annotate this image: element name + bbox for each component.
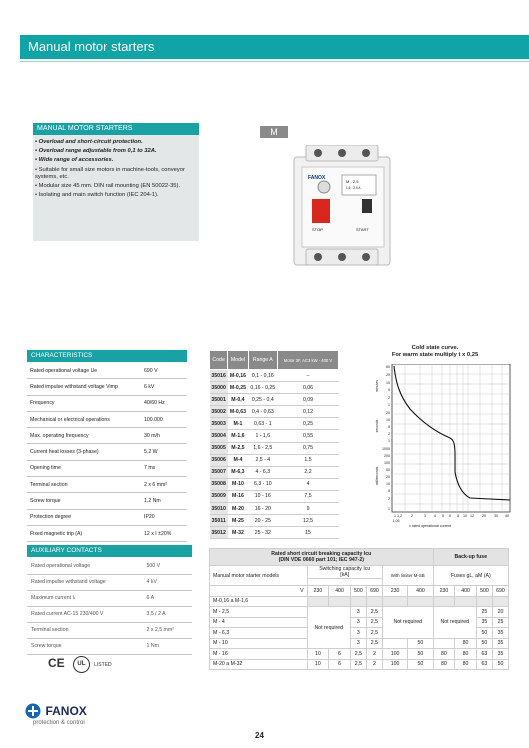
characteristics-heading: CHARACTERISTICS	[27, 350, 187, 362]
y-tick-label: 20	[386, 373, 390, 377]
product-image	[288, 145, 398, 271]
column-header: Range A	[248, 351, 277, 370]
table-row: 35000 M-0,25 0,16 - 0,25 0,06	[210, 382, 339, 394]
y-tick-label: 20	[386, 475, 390, 479]
table-row: Current heat losses (3-phase) 5,2 W	[27, 444, 187, 460]
aux-contacts-table	[27, 558, 192, 655]
y-tick-label: 1	[388, 439, 390, 443]
table-row: Fixed magnetic trip (A) 12 x I ±20%	[27, 525, 187, 541]
column-header: Model	[228, 351, 248, 370]
table-row: M-0,16 a M-1,6	[210, 596, 509, 607]
ce-mark: CE	[48, 656, 65, 670]
model-codes-table	[209, 350, 339, 539]
table-row: Rated current AC-15 230/400 V 3,5 / 2 A	[27, 606, 192, 622]
not-required-cell: Not required	[433, 607, 476, 639]
y-tick-label: 200	[384, 454, 390, 458]
table-row: 35002 M-0,63 0,4 - 0,63 0,12	[210, 406, 339, 418]
x-axis-title: x rated operational current	[409, 524, 451, 528]
x-tick-label: 8	[457, 514, 459, 518]
y-tick-label: 10	[386, 418, 390, 422]
y-tick-label: 2	[388, 497, 390, 501]
table-row: 35004 M-1,6 1 - 1,6 0,55	[210, 430, 339, 442]
table-row: 35003 M-1 0,63 - 1 0,25	[210, 418, 339, 430]
features-list	[35, 139, 195, 201]
header-divider	[20, 61, 529, 62]
feature-item: • Wide range of accessories.	[35, 157, 114, 164]
x-tick-label: 5	[442, 514, 444, 518]
y-axis-title-minutes: minutes	[375, 380, 379, 392]
x-tick-label: 20	[482, 514, 486, 518]
x-tick-label: 2	[411, 514, 413, 518]
table-row: Protection degree IP20	[27, 509, 187, 525]
table-row: 35012 M-32 25 - 32 15	[210, 527, 339, 539]
table-row: M - 6,3 3 2,5 50 35	[210, 628, 509, 639]
product-model: M - 2,5	[346, 179, 359, 184]
page-title: Manual motor starters	[28, 39, 155, 54]
logo-tagline: protection & control	[33, 720, 85, 726]
table-row: 35006 M-4 2,5 - 4 1,5	[210, 454, 339, 466]
ul-listed-label: LISTED	[94, 661, 112, 668]
certification-marks	[48, 656, 112, 673]
x-tick-label: 4	[434, 514, 436, 518]
not-required-cell: Not required	[382, 607, 433, 639]
y-tick-label: 50	[386, 468, 390, 472]
table-row: 35007 M-6,3 4 - 6,3 2,2	[210, 466, 339, 478]
x-tick-label: 30	[494, 514, 498, 518]
characteristics-table	[27, 363, 187, 542]
feature-item: • Suitable for small size motors in machine-tools, conveyor systems, etc.	[35, 166, 185, 180]
table-row: Terminal section 2 x 6 mm²	[27, 477, 187, 493]
feature-item: • Overload and short-circuit protection.	[35, 139, 143, 145]
feature-item: • Overload range adjustable from 0,1 to 32A.	[35, 148, 157, 155]
y-axis-title-ms: milliseconds	[375, 466, 379, 486]
table-row: 35009 M-16 10 - 16 7,5	[210, 490, 339, 502]
table-row: 35011 M-25 20 - 25 12,5	[210, 515, 339, 527]
table-row: Terminal section 2 x 2,5 mm²	[27, 622, 192, 638]
voltage-row: V 230 400 500 690 230 400 230 400 500 690	[210, 586, 509, 597]
start-label: START	[356, 227, 369, 232]
y-tick-label: 2	[388, 396, 390, 400]
x-tick-sub-label: 1,05	[392, 519, 400, 523]
fanox-logo-icon	[25, 703, 41, 719]
breaking-title: Rated short circuit breaking capacity Icu (DIN VDE 0660 part 101; IEC 947-2)	[210, 549, 434, 566]
aux-heading: AUXILIARY CONTACTS	[27, 545, 192, 557]
curve-title: Cold state curve. For warm state multiply t x 0,25	[391, 345, 479, 358]
y-tick-label: 1	[388, 507, 390, 511]
x-tick-label: 3	[424, 514, 426, 518]
table-row: Max. operating frequency 30 m/h	[27, 428, 187, 444]
y-tick-label: 5	[388, 388, 390, 392]
y-tick-label: 100	[384, 461, 390, 465]
table-row: 35005 M-2,5 1,6 - 2,5 0,75	[210, 442, 339, 454]
table-row: Rated impulse withstand voltage 4 kV	[27, 574, 192, 590]
table-row: M-20 a M-32 10 6 2,5 2 100 50 80 80 63 50	[210, 659, 509, 670]
table-row: Opening time 7 ms	[27, 460, 187, 476]
limiter-label: With limiter M-SB	[382, 566, 433, 586]
switching-label: Switching capacity Icu [kA]	[307, 566, 382, 579]
y-tick-label: 10	[386, 381, 390, 385]
x-tick-label: 1 1,2	[394, 514, 402, 518]
fanox-logo	[25, 702, 87, 726]
table-row: Mechanical or electrical operations 100.000	[27, 411, 187, 427]
table-row: 35008 M-10 6,3 - 10 4	[210, 478, 339, 490]
table-row: Screw torque 1 Nm	[27, 638, 192, 654]
table-row: Frequency 40/60 Hz	[27, 395, 187, 411]
feature-item: • Modular size 45 mm. DIN rail mounting (EN 50022-35).	[35, 183, 181, 190]
y-tick-label: 5	[388, 425, 390, 429]
series-badge: M	[260, 126, 288, 138]
table-row: Rated operational voltage Ue 690 V	[27, 363, 187, 379]
column-header: Code	[210, 351, 228, 370]
table-row: 35001 M-0,4 0,25 - 0,4 0,09	[210, 394, 339, 406]
column-header: Motor 3F, AC3 kW - 400 V	[278, 351, 339, 370]
table-row: Rated operational voltage 500 V	[27, 558, 192, 574]
y-tick-label: 60	[386, 365, 390, 369]
y-tick-label: 20	[386, 411, 390, 415]
backup-title: Back-up fuse	[433, 549, 508, 566]
not-required-cell: Not required	[307, 607, 350, 649]
ul-mark: UL	[73, 656, 90, 673]
table-row: Rated impulse withstand voltage Vimp 6 kV	[27, 379, 187, 395]
table-row: Maximum current Iₜ 6 A	[27, 590, 192, 606]
y-tick-label: 1	[388, 403, 390, 407]
table-row: M - 10 3 2,5 50 80 50 35	[210, 638, 509, 649]
product-brand: FANOX	[308, 175, 326, 181]
page-number: 24	[255, 731, 264, 740]
features-heading: MANUAL MOTOR STARTERS	[33, 123, 199, 135]
y-axis-title-seconds: seconds	[375, 419, 379, 433]
table-row: M - 2,5 Not required 3 2,5 Not required Not required 25 20	[210, 607, 509, 618]
table-row: M - 4 3 2,5 35 25	[210, 617, 509, 628]
y-tick-label: 1000	[382, 447, 390, 451]
breaking-capacity-table	[209, 548, 509, 670]
table-row: M - 16 10 6 2,5 2 100 50 80 80 63 35	[210, 649, 509, 660]
stop-label: STOP	[312, 227, 323, 232]
y-tick-label: 5	[388, 489, 390, 493]
fuses-label: Fuses gL, aM (A)	[433, 566, 508, 586]
y-tick-label: 10	[386, 482, 390, 486]
logo-name: FANOX	[45, 703, 87, 718]
x-tick-label: 10	[463, 514, 467, 518]
x-tick-label: 6	[449, 514, 451, 518]
y-tick-label: 2	[388, 432, 390, 436]
x-tick-label: 40	[505, 514, 509, 518]
x-tick-label: 12	[470, 514, 474, 518]
feature-item: • Isolating and main switch function (IEC 204-1).	[35, 192, 159, 199]
trip-curve-chart	[370, 364, 520, 529]
product-range: 1,6 - 2,5 A	[346, 186, 361, 190]
table-row: 35016 M-0,16 0,1 - 0,16 --	[210, 370, 339, 382]
table-row: 35010 M-20 16 - 20 9	[210, 503, 339, 515]
models-label: Manual motor starter models	[210, 566, 308, 586]
table-row: Screw torque 1,2 Nm	[27, 493, 187, 509]
